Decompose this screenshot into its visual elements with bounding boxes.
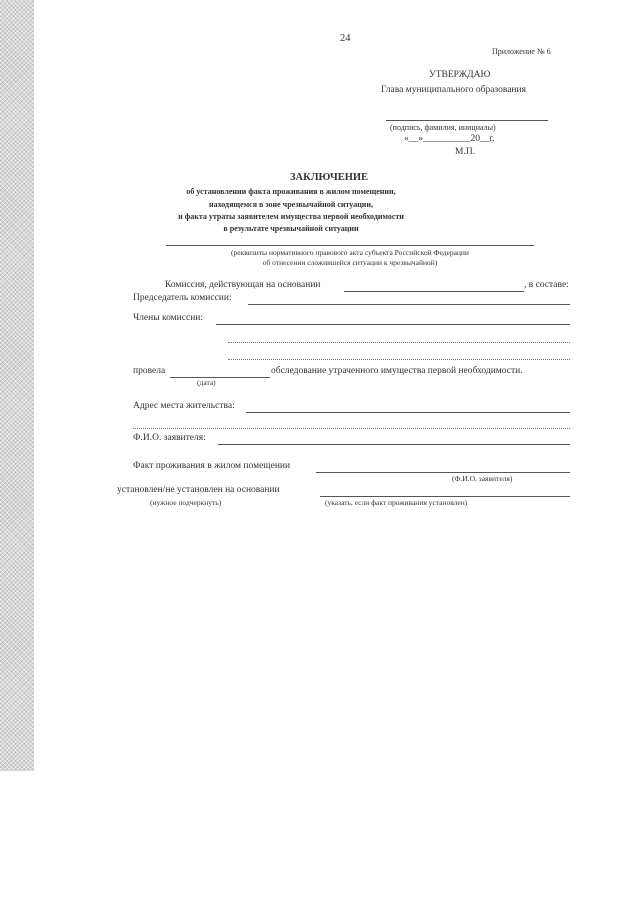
stamp-label: М.П. [455, 147, 476, 157]
applicant-line [218, 444, 570, 445]
indicate-caption: (указать, если факт проживания установлен) [325, 498, 468, 507]
signature-line [386, 120, 548, 121]
subtitle-line-2: находящемся в зоне чрезвычайной ситуации, [208, 200, 374, 209]
chairman-label: Председатель комиссии: [133, 293, 232, 303]
residence-line [316, 472, 570, 473]
bottom-margin [0, 771, 640, 905]
members-line-3 [228, 359, 570, 360]
established-label: установлен/не установлен на основании [117, 485, 280, 495]
page-number: 24 [340, 33, 351, 44]
members-label: Члены комиссии: [133, 313, 204, 323]
approval-position: Глава муниципального образования [381, 85, 526, 95]
applicant-caption: (Ф.И.О. заявителя) [452, 474, 513, 483]
legal-act-caption-1: (реквизиты нормативного правового акта субъекта Российской Федерации [231, 248, 469, 257]
address-line-2 [133, 428, 570, 429]
residence-label: Факт проживания в жилом помещении [133, 461, 291, 471]
commission-basis-line [344, 291, 524, 292]
approval-date: «__»__________20__г. [404, 134, 495, 144]
members-line-1 [216, 324, 570, 325]
commission-prefix: Комиссия, действующая на основании [165, 280, 321, 290]
document-title: ЗАКЛЮЧЕНИЕ [290, 172, 369, 183]
approval-title: УТВЕРЖДАЮ [429, 70, 491, 80]
established-basis-line [320, 496, 570, 497]
chairman-line [248, 304, 570, 305]
legal-act-line [166, 245, 534, 246]
signature-caption: (подпись, фамилия, инициалы) [390, 123, 496, 132]
document-page [34, 0, 640, 771]
conducted-prefix: провела [133, 366, 166, 376]
commission-suffix: , в составе: [524, 280, 569, 290]
date-caption: (дата) [197, 378, 216, 387]
appendix-label: Приложение № 6 [492, 47, 551, 56]
subtitle-line-4: в результате чрезвычайной ситуации [223, 224, 359, 233]
conducted-suffix: обследование утраченного имущества первой необходимости. [271, 366, 523, 376]
inspection-date-line [170, 377, 270, 378]
legal-act-caption-2: об отнесении сложившейся ситуации к чрезвычайной) [262, 258, 438, 267]
subtitle-line-1: об установлении факта проживания в жилом помещении, [186, 187, 396, 196]
address-line-1 [246, 412, 570, 413]
subtitle-line-3: и факта утраты заявителем имущества первой необходимости [178, 212, 404, 221]
address-label: Адрес места жительства: [133, 401, 235, 411]
members-line-2 [228, 342, 570, 343]
underline-caption: (нужное подчеркнуть) [150, 498, 222, 507]
applicant-label: Ф.И.О. заявителя: [133, 433, 206, 443]
